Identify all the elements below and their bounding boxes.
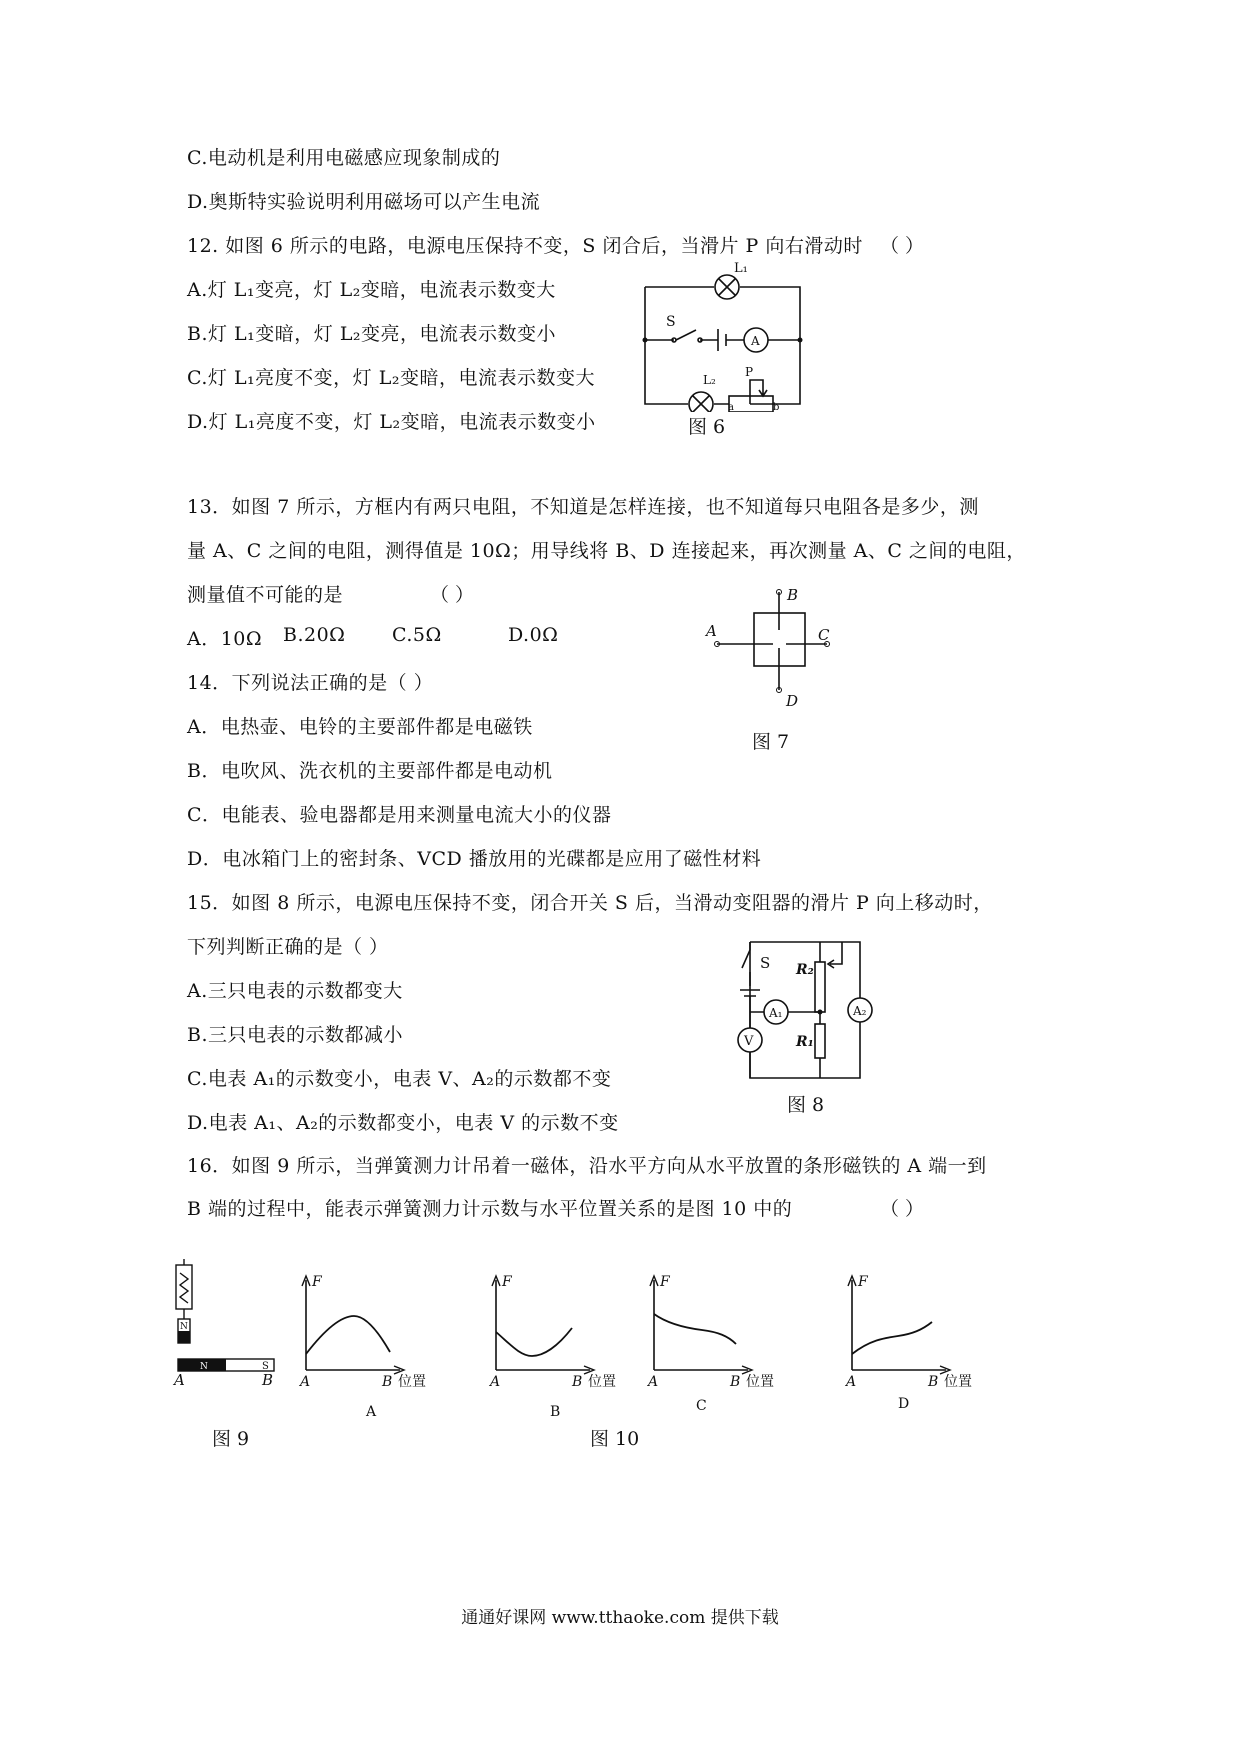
fig8-switch-label: S <box>760 954 771 972</box>
q13-line-2: 量 A、C 之间的电阻，测得值是 10Ω；用导线将 B、D 连接起来，再次测量 A、C 之间的电阻， <box>187 540 1026 562</box>
figure-9-caption: 图 9 <box>212 1428 250 1450</box>
graph-a <box>298 1274 426 1418</box>
q15-option-a: A.三只电表的示数都变大 <box>187 980 403 1002</box>
figure-7-box <box>700 582 840 712</box>
graph-b-caption: B <box>550 1404 561 1418</box>
q15-option-d: D.电表 A₁、A₂的示数都变小，电表 V 的示数不变 <box>187 1112 619 1134</box>
fig8-a2-label: A₂ <box>853 1004 867 1018</box>
q12-option-d: D.灯 L₁亮度不变，灯 L₂变暗，电流表示数变小 <box>187 411 596 433</box>
q11-option-c: C.电动机是利用电磁感应现象制成的 <box>187 147 501 169</box>
graph-a-xlabel: 位置 <box>398 1374 426 1390</box>
fig6-switch-label: S <box>666 314 676 330</box>
graph-c <box>646 1274 774 1414</box>
fig6-ammeter-label: A <box>751 334 760 348</box>
figure-8-caption: 图 8 <box>787 1094 825 1116</box>
q12-option-c: C.灯 L₁亮度不变，灯 L₂变暗，电流表示数变大 <box>187 367 595 389</box>
fig6-end-a-label: a <box>728 402 734 412</box>
fig9-end-a: A <box>174 1371 185 1389</box>
graph-d <box>844 1274 972 1412</box>
q15-line-2: 下列判断正确的是（ ） <box>187 936 389 958</box>
q16-answer-paren: （ ） <box>880 1198 925 1220</box>
graph-c-xlabel: 位置 <box>746 1374 774 1390</box>
graph-b-xb: B <box>572 1374 583 1390</box>
figure-6-caption: 图 6 <box>688 416 726 438</box>
q16-line-2: B 端的过程中，能表示弹簧测力计示数与水平位置关系的是图 10 中的 <box>187 1198 793 1220</box>
graph-b-xa: A <box>490 1374 501 1390</box>
fig6-l1-label: L₁ <box>734 262 748 276</box>
graph-d-caption: D <box>898 1396 910 1412</box>
q14-option-d: D．电冰箱门上的密封条、VCD 播放用的光碟都是应用了磁性材料 <box>187 848 762 870</box>
graph-d-xa: A <box>846 1374 857 1390</box>
figure-10-graphs <box>290 1268 990 1418</box>
page-footer: 通通好课网 www.tthaoke.com 提供下载 <box>461 1608 779 1628</box>
q13-line-1: 13．如图 7 所示，方框内有两只电阻，不知道是怎样连接，也不知道每只电阻各是多少，测 <box>187 496 979 518</box>
q12-option-a: A.灯 L₁变亮，灯 L₂变暗，电流表示数变大 <box>187 279 556 301</box>
q12-option-b: B.灯 L₁变暗，灯 L₂变亮，电流表示数变小 <box>187 323 557 345</box>
fig9-bar-magnet-n: N <box>200 1362 208 1372</box>
graph-d-xlabel: 位置 <box>944 1374 972 1390</box>
figure-9-spring-scale-magnet <box>172 1255 282 1390</box>
q12-stem: 12. 如图 6 所示的电路，电源电压保持不变，S 闭合后，当滑片 P 向右滑动时 <box>187 235 863 257</box>
q16-line-1: 16．如图 9 所示，当弹簧测力计吊着一磁体，沿水平方向从水平放置的条形磁铁的 A 端一到 <box>187 1155 987 1177</box>
fig6-slider-p-label: P <box>745 365 754 379</box>
q13-option-c: C.5Ω <box>392 624 442 646</box>
fig6-l2-label: L₂ <box>703 373 716 387</box>
fig8-r1-label: R₁ <box>796 1034 814 1050</box>
graph-b <box>488 1274 616 1418</box>
q11-option-d: D.奥斯特实验说明利用磁场可以产生电流 <box>187 191 541 213</box>
figure-6-circuit <box>630 262 810 412</box>
fig9-end-b: B <box>262 1371 274 1389</box>
fig7-terminal-c: C <box>818 626 830 644</box>
fig8-a1-label: A₁ <box>769 1006 783 1020</box>
q13-answer-paren: （ ） <box>430 584 475 606</box>
fig7-terminal-b: B <box>787 586 799 604</box>
graph-a-caption: A <box>366 1404 377 1418</box>
q12-answer-paren: （ ） <box>880 235 925 257</box>
figure-7-caption: 图 7 <box>752 731 790 753</box>
graph-a-xb: B <box>382 1374 393 1390</box>
q14-option-a: A．电热壶、电铃的主要部件都是电磁铁 <box>187 716 533 738</box>
graph-b-ylabel: F <box>502 1274 512 1290</box>
figure-8-circuit <box>730 928 890 1088</box>
fig7-terminal-a: A <box>706 622 717 640</box>
graph-c-xb: B <box>730 1374 741 1390</box>
q15-option-c: C.电表 A₁的示数变小，电表 V、A₂的示数都不变 <box>187 1068 612 1090</box>
graph-a-xa: A <box>300 1374 311 1390</box>
q13-line-3: 测量值不可能的是 <box>187 584 344 606</box>
graph-c-caption: C <box>696 1398 707 1414</box>
fig8-v-label: V <box>744 1034 754 1049</box>
fig9-bar-magnet-s: S <box>262 1361 269 1372</box>
figure-10-caption: 图 10 <box>590 1428 640 1450</box>
graph-c-ylabel: F <box>660 1274 670 1290</box>
graph-b-xlabel: 位置 <box>588 1374 616 1390</box>
fig7-terminal-d: D <box>786 692 799 710</box>
graph-d-ylabel: F <box>858 1274 868 1290</box>
q13-option-b: B.20Ω <box>283 624 346 646</box>
q13-option-a: A．10Ω <box>187 628 263 650</box>
fig8-r2-label: R₂ <box>796 962 814 978</box>
q14-option-b: B．电吹风、洗衣机的主要部件都是电动机 <box>187 760 553 782</box>
q15-line-1: 15．如图 8 所示，电源电压保持不变，闭合开关 S 后，当滑动变阻器的滑片 P 向上移动时， <box>187 892 993 914</box>
graph-c-xa: A <box>648 1374 659 1390</box>
graph-a-ylabel: F <box>312 1274 322 1290</box>
fig9-hanging-magnet-n: N <box>180 1322 188 1332</box>
graph-d-xb: B <box>928 1374 939 1390</box>
fig6-end-b-label: b <box>773 402 780 412</box>
q13-option-d: D.0Ω <box>508 624 559 646</box>
q15-option-b: B.三只电表的示数都减小 <box>187 1024 404 1046</box>
q14-option-c: C．电能表、验电器都是用来测量电流大小的仪器 <box>187 804 612 826</box>
q14-stem: 14．下列说法正确的是（ ） <box>187 672 434 694</box>
